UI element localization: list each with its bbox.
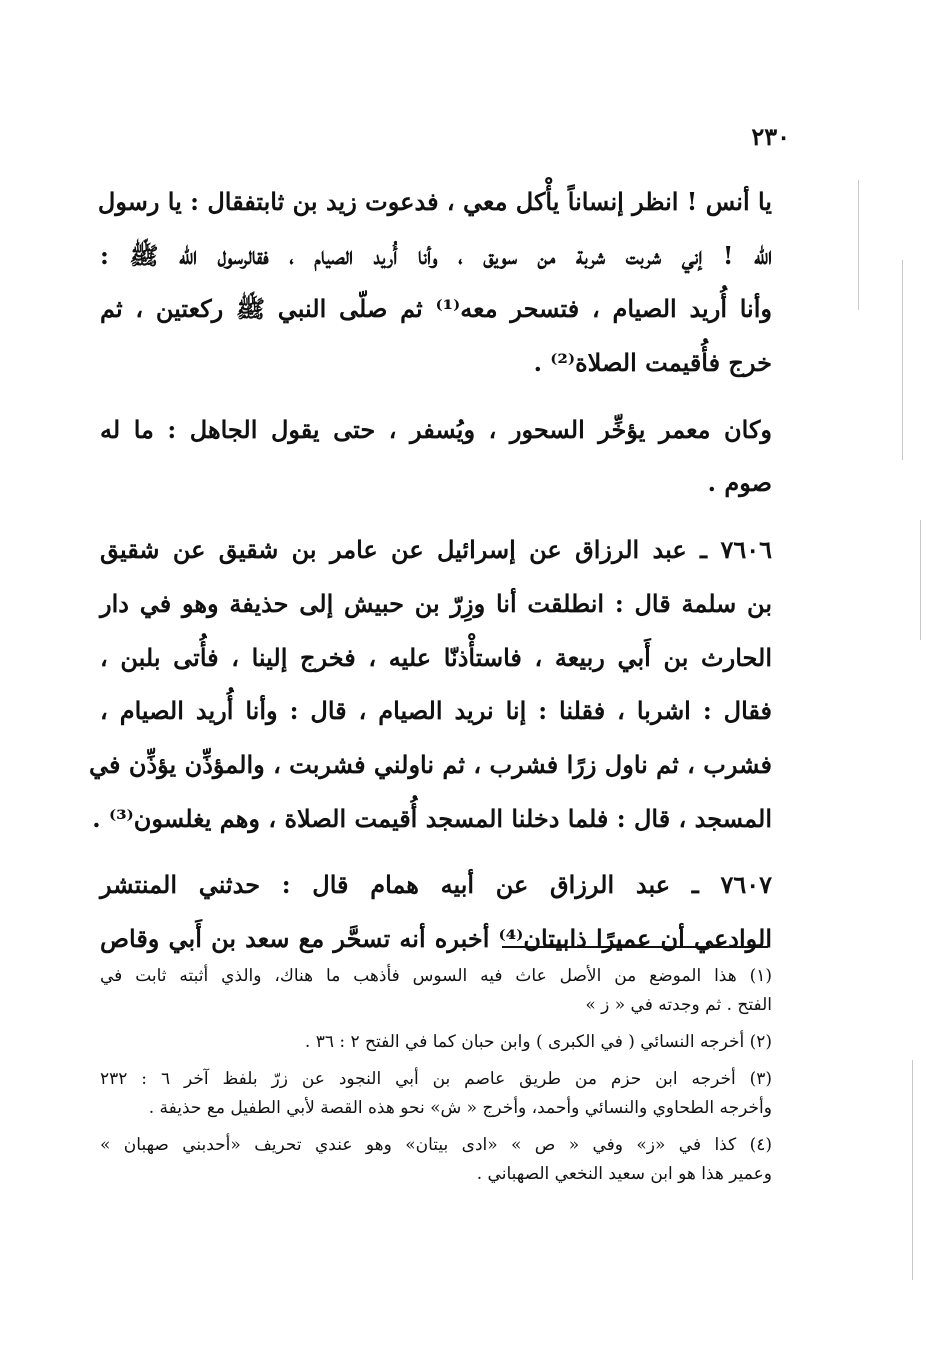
- text-line: الله ! إني شربت شربة من سويق ، وأنا أُريد الصيام ، فقالرسول الله ﷺ :: [100, 240, 772, 270]
- text-line: خرج فأُقيمت الصلاة⁽²⁾ .: [533, 348, 772, 378]
- footnote-line: (١) هذا الموضع من الأصل عاث فيه السوس فأذهب ما هناك، والذي أثبته ثابت في: [100, 966, 772, 986]
- text-line: الوادعي أن عميرًا ذابيتان⁽⁴⁾ أخبره أنه تسحَّر مع سعد بن أَبي وقاص: [100, 923, 773, 953]
- page-number: ٢٣٠: [751, 122, 790, 151]
- paragraph: [100, 403, 772, 510]
- text-line: صوم .: [707, 468, 772, 498]
- footnotes: [100, 962, 772, 1189]
- footnote-line: (٢) أخرجه النسائي ( في الكبرى ) وابن حبان كما في الفتح ٢ : ٣٦ .: [304, 1032, 772, 1052]
- margin-mark: [902, 260, 903, 460]
- footnote-separator: [502, 946, 768, 948]
- margin-mark: [920, 520, 921, 640]
- footnote: [100, 962, 772, 1020]
- paragraph: [88, 523, 772, 845]
- margin-mark: [858, 180, 859, 310]
- text-line: فشرب ، ثم ناول زرًا فشرب ، ثم ناولني فشربت ، والمؤذِّن يؤذِّن في: [88, 749, 772, 779]
- text-line: ٧٦٠٧ ـ عبد الرزاق عن أبيه همام قال : حدثني المنتشر: [100, 870, 773, 900]
- text-line: المسجد ، قال : فلما دخلنا المسجد أُقيمت الصلاة ، وهم يغلسون⁽³⁾ .: [92, 803, 772, 833]
- footnote: [100, 1028, 772, 1057]
- footnote-line: (٤) كذا في «ز» وفي « ص » «ادى بيتان» وهو عندي تحريف «أحدبني صهبان »: [100, 1135, 772, 1155]
- footnote-line: (٣) أخرجه ابن حزم من طريق عاصم بن أبي النجود عن زرّ بلفظ آخر ٦ : ٢٣٢: [100, 1069, 772, 1089]
- text-line: ٧٦٠٦ ـ عبد الرزاق عن إسرائيل عن عامر بن شقيق عن شقيق: [100, 535, 772, 565]
- main-text: [88, 175, 773, 966]
- footnote-line: وأخرجه الطحاوي والنسائي وأحمد، وأخرج « ش» نحو هذه القصة لأبي الطفيل مع حذيفة .: [148, 1098, 772, 1118]
- text-line: وأنا أُريد الصيام ، فتسحر معه⁽¹⁾ ثم صلّى النبي ﷺ ركعتين ، ثم: [100, 294, 772, 324]
- text-line: فقال : اشربا ، فقلنا : إنا نريد الصيام ، قال : وأنا أُريد الصيام ،: [100, 696, 772, 726]
- text-line: بن سلمة قال : انطلقت أنا وزِرّ بن حبيش إلى حذيفة وهو في دار: [100, 588, 772, 618]
- footnote-line: وعمير هذا هو ابن سعيد النخعي الصهباني .: [476, 1164, 772, 1184]
- text-line: الحارث بن أَبي ربيعة ، فاستأْذنّا عليه ، فخرج إلينا ، فأُتى بلبن ،: [100, 642, 772, 672]
- paragraph: [100, 858, 772, 965]
- footnote-line: الفتح . ثم وجدته في « ز »: [585, 995, 772, 1015]
- text-line: وكان معمر يؤخِّر السحور ، ويُسفر ، حتى يقول الجاهل : ما له: [100, 414, 772, 444]
- paragraph: [97, 175, 772, 390]
- footnote: [100, 1131, 772, 1189]
- text-line: يا أنس ! انظر إنساناً يأْكل معي ، فدعوت زيد بن ثابتفقال : يا رسول: [97, 187, 772, 216]
- margin-mark: [912, 1060, 913, 1280]
- footnote: [100, 1065, 772, 1123]
